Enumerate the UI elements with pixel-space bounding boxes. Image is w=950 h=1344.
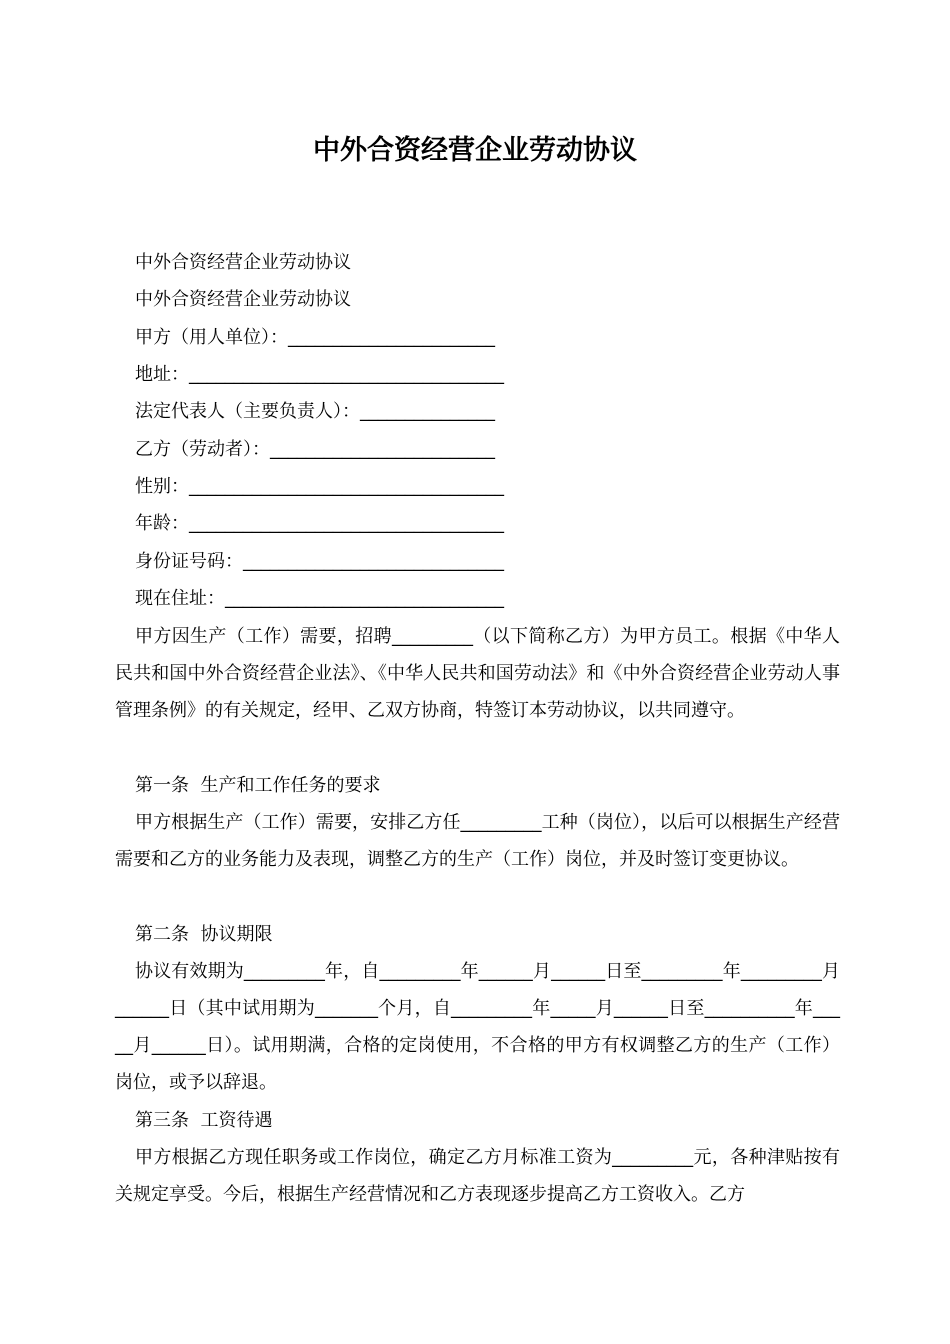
document-title: 中外合资经营企业劳动协议 [313,135,637,166]
article-1-body: 甲方根据生产（工作）需要，安排乙方任_________工种（岗位），以后可以根据生产经营需要和乙方的业务能力及表现，调整乙方的生产（工作）岗位，并及时签订变更协议。 [115,812,840,870]
id-number-field: 身份证号码：_____________________________ [135,551,504,572]
gender-field: 性别：___________________________________ [135,476,504,497]
article-3-heading: 第三条 工资待遇 [135,1110,273,1131]
article-1-heading: 第一条 生产和工作任务的要求 [135,775,381,796]
party-b-field: 乙方（劳动者）：_________________________ [135,439,495,460]
address-field: 地址：___________________________________ [135,364,504,385]
intro-paragraph: 甲方因生产（工作）需要，招聘_________（以下简称乙方）为甲方员工。根据《中华人民共和国中外合资经营企业法》、《中华人民共和国劳动法》和《中外合资经营企业劳动人事管理条例》的有关规定，经甲、乙双方协商，特签订本劳动协议，以共同遵守。 [115,626,840,721]
article-2-body: 协议有效期为_________年，自_________年______月______日至_________年_________月______日（其中试用期为_______个月，自_________年_____月______日至__________年_____月______日）。试用期满，合格的定岗使用，不合格的甲方有权调整乙方的生产（工作）岗位，或予以辞退。 [115,961,840,1093]
legal-rep-field: 法定代表人（主要负责人）：_______________ [135,401,495,422]
residence-field: 现在住址：_______________________________ [135,588,504,609]
article-2-heading: 第二条 协议期限 [135,924,273,945]
subtitle-line: 中外合资经营企业劳动协议 [135,289,351,310]
party-a-field: 甲方（用人单位）：_______________________ [135,327,495,348]
subtitle-line: 中外合资经营企业劳动协议 [135,252,351,273]
age-field: 年龄：___________________________________ [135,513,504,534]
article-3-body: 甲方根据乙方现任职务或工作岗位，确定乙方月标准工资为_________元，各种津贴按有关规定享受。今后，根据生产经营情况和乙方表现逐步提高乙方工资收入。乙方 [115,1147,840,1205]
